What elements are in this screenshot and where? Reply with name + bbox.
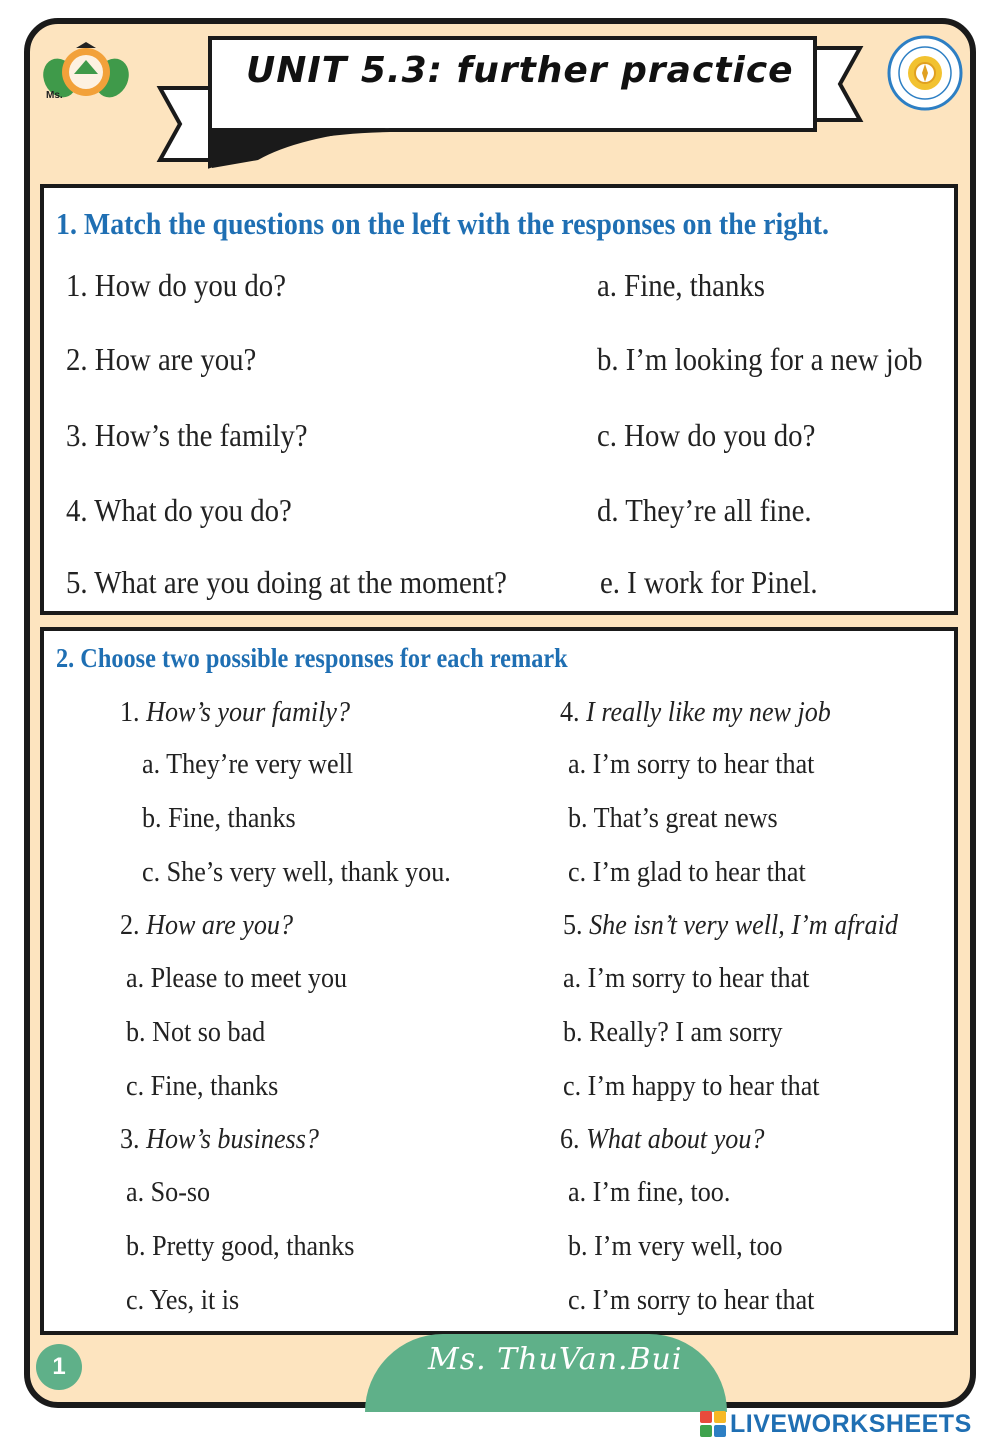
question-item: 1. How do you do? [66, 267, 286, 303]
response-item: d. They’re all fine. [597, 492, 812, 528]
option-item: b. I’m very well, too [568, 1230, 783, 1262]
question-item: 2. How are you? [66, 341, 257, 377]
remark-item [560, 696, 831, 729]
question-item: 4. What do you do? [66, 492, 292, 528]
remark-number: 2. [120, 909, 140, 941]
response-item: e. I work for Pinel. [600, 564, 818, 600]
liveworksheets-watermark[interactable] [700, 1408, 972, 1440]
option-item: b. Really? I am sorry [563, 1016, 783, 1048]
leaf-logo-icon [40, 36, 132, 102]
author-signature: Ms. ThuVan.Bui [428, 1342, 683, 1377]
remark-item [120, 909, 293, 942]
remark-item [563, 909, 898, 942]
remark-text: How’s your family? [146, 696, 351, 728]
remark-number: 5. [563, 909, 583, 941]
remark-number: 3. [120, 1123, 140, 1155]
university-seal-icon [887, 35, 963, 111]
option-item: c. I’m glad to hear that [568, 856, 806, 888]
remark-text: She isn’t very well, I’m afraid [589, 909, 898, 941]
question-item: 5. What are you doing at the moment? [66, 564, 507, 600]
remark-number: 6. [560, 1123, 580, 1155]
page-number-badge: 1 [36, 1344, 82, 1390]
option-item: c. Yes, it is [126, 1284, 240, 1316]
option-item: a. So-so [126, 1176, 211, 1208]
page-title: UNIT 5.3: further practice [246, 50, 794, 91]
option-item: a. I’m sorry to hear that [568, 748, 815, 780]
exercise-2-box [40, 627, 958, 1335]
remark-item [560, 1123, 764, 1156]
remark-number: 4. [560, 696, 580, 728]
option-item: a. I’m fine, too. [568, 1176, 731, 1208]
logo-left-label: Ms. [46, 90, 63, 101]
option-item: b. Not so bad [126, 1016, 266, 1048]
option-item: c. Fine, thanks [126, 1070, 279, 1102]
response-item: a. Fine, thanks [597, 267, 765, 303]
option-item: a. Please to meet you [126, 962, 348, 994]
remark-number: 1. [120, 696, 140, 728]
option-item: a. They’re very well [142, 748, 354, 780]
option-item: c. I’m happy to hear that [563, 1070, 820, 1102]
exercise-2-heading: 2. Choose two possible responses for each remark [56, 643, 568, 673]
option-item: c. She’s very well, thank you. [142, 856, 451, 888]
option-item: b. That’s great news [568, 802, 778, 834]
remark-item [120, 1123, 319, 1156]
exercise-1-heading: 1. Match the questions on the left with the responses on the right. [56, 206, 829, 241]
option-item: a. I’m sorry to hear that [563, 962, 810, 994]
response-item: c. How do you do? [597, 417, 816, 453]
watermark-text: LIVEWORKSHEETS [730, 1409, 972, 1438]
remark-text: How are you? [146, 909, 294, 941]
response-item: b. I’m looking for a new job [597, 341, 923, 377]
liveworksheets-logo-icon [700, 1411, 726, 1437]
remark-text: What about you? [586, 1123, 765, 1155]
option-item: c. I’m sorry to hear that [568, 1284, 815, 1316]
question-item: 3. How’s the family? [66, 417, 308, 453]
exercise-1-box [40, 184, 958, 615]
option-item: b. Fine, thanks [142, 802, 296, 834]
remark-text: I really like my new job [586, 696, 831, 728]
remark-text: How’s business? [146, 1123, 319, 1155]
remark-item [120, 696, 350, 729]
option-item: b. Pretty good, thanks [126, 1230, 355, 1262]
